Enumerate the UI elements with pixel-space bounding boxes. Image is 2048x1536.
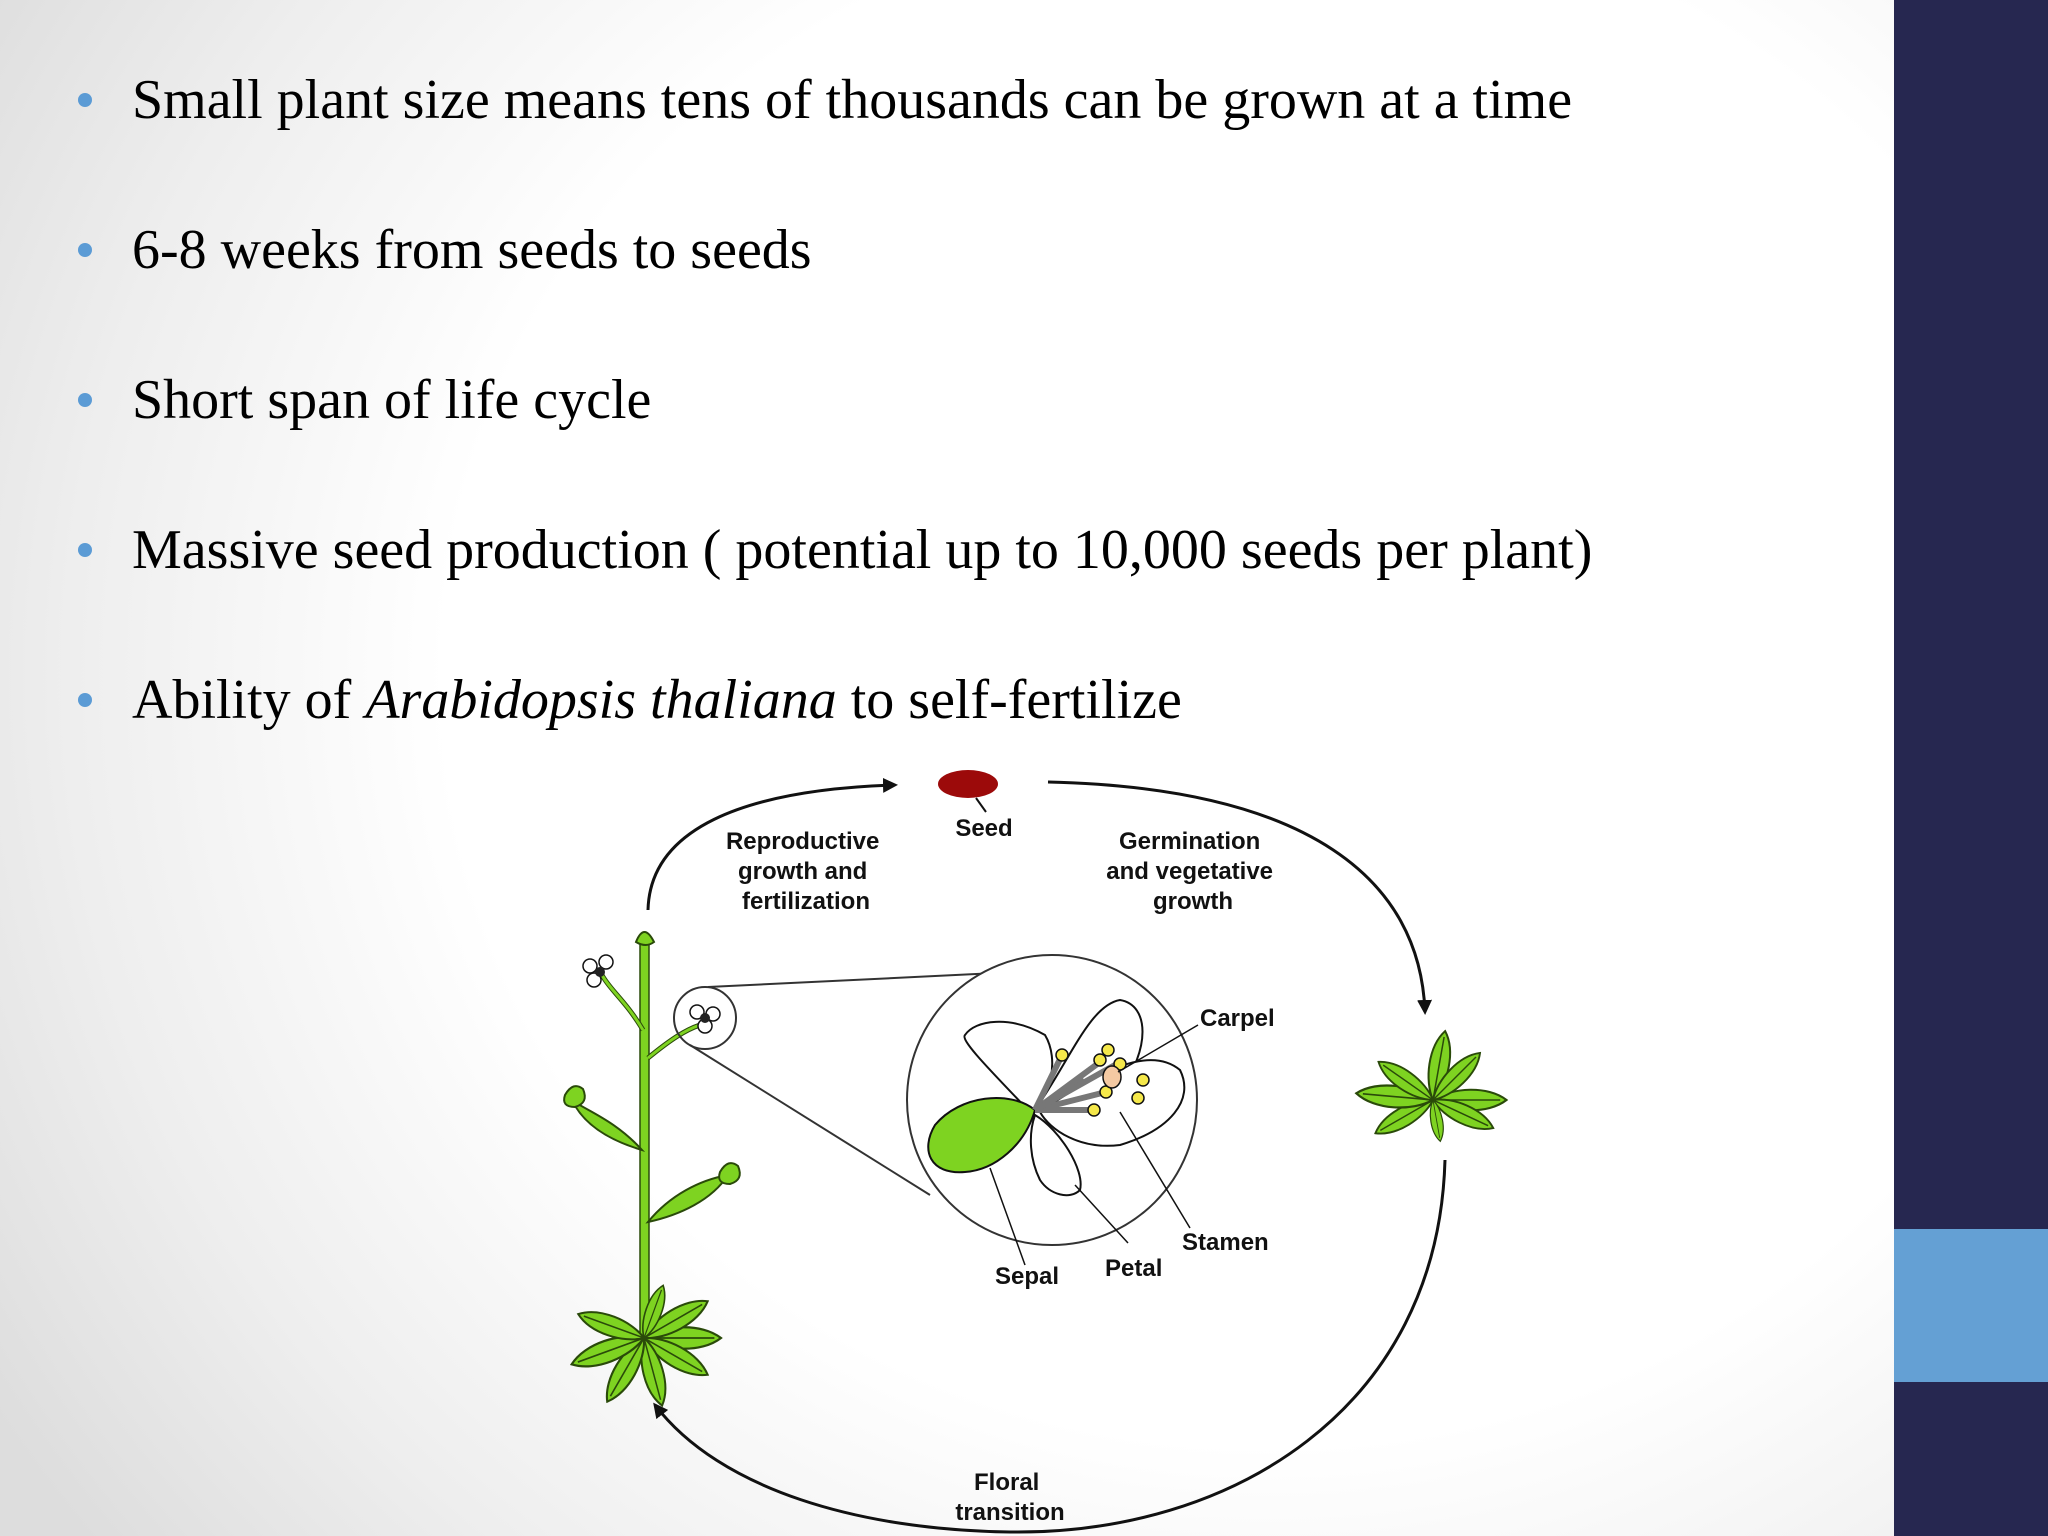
label-stamen: Stamen bbox=[1182, 1229, 1269, 1256]
bullet-text: 6-8 weeks from seeds to seeds bbox=[132, 219, 812, 281]
bullet-dot bbox=[78, 393, 92, 407]
seed-shape bbox=[938, 770, 998, 798]
life-cycle-diagram bbox=[530, 760, 1550, 1536]
label-seed: Seed bbox=[955, 815, 1013, 842]
label-reproductive-growth: Reproductive growth and fertilization bbox=[725, 828, 880, 915]
flowering-plant bbox=[564, 932, 740, 1408]
label-carpel: Carpel bbox=[1200, 1005, 1275, 1032]
label-floral-transition: Floral transition bbox=[955, 1469, 1065, 1526]
bullet-text: Short span of life cycle bbox=[132, 369, 652, 431]
flower-detail bbox=[907, 955, 1197, 1245]
bullet-dot bbox=[78, 693, 92, 707]
sidebar-accent bbox=[1894, 1229, 2048, 1382]
label-germination: Germination and vegetative growth bbox=[1106, 828, 1274, 915]
label-sepal: Sepal bbox=[995, 1263, 1060, 1290]
bullet-text: Small plant size means tens of thousands can be grown at a time bbox=[132, 69, 1573, 131]
bullet-text: Massive seed production ( potential up to 10,000 seeds per plant) bbox=[132, 519, 1593, 581]
bullet-dot bbox=[78, 543, 92, 557]
bullet-prefix: Ability of bbox=[132, 669, 366, 731]
bullet-suffix: to self-fertilize bbox=[836, 669, 1182, 731]
bullet-dot bbox=[78, 243, 92, 257]
label-petal: Petal bbox=[1105, 1255, 1163, 1282]
vegetative-rosette bbox=[1355, 1029, 1506, 1142]
bullet-text bbox=[132, 660, 1182, 740]
species-name: Arabidopsis thaliana bbox=[365, 669, 837, 731]
bullet-dot bbox=[78, 93, 92, 107]
